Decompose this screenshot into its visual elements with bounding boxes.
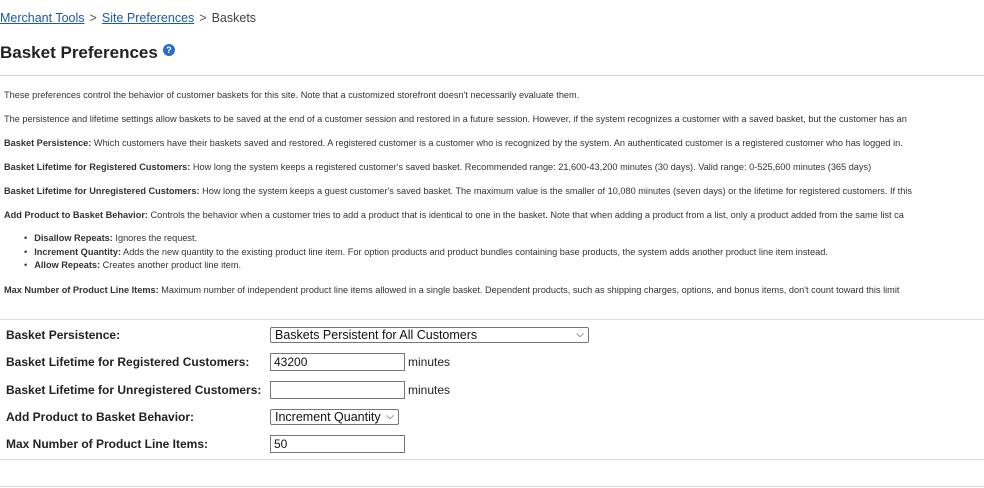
breadcrumb-site-preferences[interactable]: Site Preferences	[101, 11, 195, 25]
desc-text: How long the system keeps a guest customer's saved basket. The maximum value is the smaller of 10,080 minutes (seven days) or the lifetime for registered customers. If this	[199, 186, 912, 196]
persistence-intro-text: The persistence and lifetime settings allow baskets to be saved at the end of a customer session and restored in a future session. However, if the system recognizes a customer with a saved basket, but the customer has an	[4, 114, 907, 124]
desc-text: How long the system keeps a registered customer's saved basket. Recommended range: 21,600-43,200 minutes (30 days). Valid range: 0-525,600 minutes (365 days)	[190, 162, 872, 172]
basket-persistence-select[interactable]	[270, 327, 589, 343]
max-line-items-input[interactable]: 50	[270, 435, 405, 453]
intro-text: These preferences control the behavior of customer baskets for this site. Note that a customized storefront doesn't necessarily evaluate them.	[4, 90, 580, 100]
lifetime-registered-label: Basket Lifetime for Registered Customers:	[6, 355, 250, 369]
page-header	[0, 43, 175, 63]
add-behavior-label: Add Product to Basket Behavior:	[6, 410, 195, 424]
chevron-down-icon: ⌵	[576, 329, 584, 340]
breadcrumb	[0, 11, 256, 25]
divider	[0, 75, 984, 76]
option-text: Creates another product line item.	[100, 260, 242, 270]
option-term: Allow Repeats:	[34, 260, 101, 270]
desc-term: Basket Lifetime for Registered Customers:	[4, 162, 191, 172]
desc-text: Which customers have their baskets saved and restored. A registered customer is a customer who is recognized by the system. An authenticated customer is a registered customer who has logged in.	[91, 138, 903, 148]
desc-lifetime-registered	[4, 162, 871, 172]
behavior-options-list	[24, 233, 828, 274]
lifetime-unregistered-input[interactable]	[270, 381, 405, 399]
page-title: Basket Preferences	[0, 43, 158, 62]
breadcrumb-separator: >	[89, 11, 97, 25]
desc-term: Max Number of Product Line Items:	[4, 285, 159, 295]
chevron-down-icon: ⌵	[386, 411, 394, 422]
breadcrumb-merchant-tools[interactable]: Merchant Tools	[0, 11, 85, 25]
desc-text: Maximum number of independent product line items allowed in a single basket. Dependent products, such as shipping charges, options, and bonus items, don't count toward this limit	[158, 285, 900, 295]
breadcrumb-separator: >	[199, 11, 207, 25]
lifetime-registered-input[interactable]: 43200	[270, 353, 405, 371]
desc-text: Controls the behavior when a customer tries to add a product that is identical to one in the basket. Note that when adding a product from a list, only a product added from the same list ca	[147, 210, 904, 220]
list-item	[24, 260, 828, 274]
desc-term: Basket Persistence:	[4, 138, 92, 148]
desc-basket-persistence	[4, 138, 903, 148]
desc-term: Add Product to Basket Behavior:	[4, 210, 148, 220]
list-item	[24, 247, 828, 261]
max-line-items-label: Max Number of Product Line Items:	[6, 437, 209, 451]
select-value: Increment Quantity	[275, 410, 381, 424]
option-text: Adds the new quantity to the existing product line item. For option products and product bundles containing base products, the system adds another product line item instead.	[121, 246, 828, 257]
breadcrumb-current: Baskets	[211, 11, 257, 25]
add-behavior-select[interactable]	[270, 409, 399, 425]
lifetime-registered-unit: minutes	[408, 355, 451, 369]
lifetime-unregistered-unit: minutes	[408, 383, 451, 397]
desc-add-behavior	[4, 210, 904, 220]
lifetime-unregistered-label: Basket Lifetime for Unregistered Customers:	[6, 383, 262, 397]
desc-max-line-items	[4, 285, 899, 295]
list-item	[24, 233, 828, 247]
desc-term: Basket Lifetime for Unregistered Customers:	[4, 186, 200, 196]
divider	[0, 486, 984, 487]
select-value: Baskets Persistent for All Customers	[275, 328, 478, 342]
desc-lifetime-unregistered	[4, 186, 912, 196]
option-term: Disallow Repeats:	[34, 233, 113, 243]
option-text: Ignores the request.	[112, 233, 198, 243]
help-icon[interactable]: ?	[163, 44, 175, 56]
divider	[0, 459, 984, 460]
option-term: Increment Quantity:	[34, 246, 122, 257]
divider	[0, 319, 984, 320]
basket-persistence-label: Basket Persistence:	[6, 328, 121, 342]
